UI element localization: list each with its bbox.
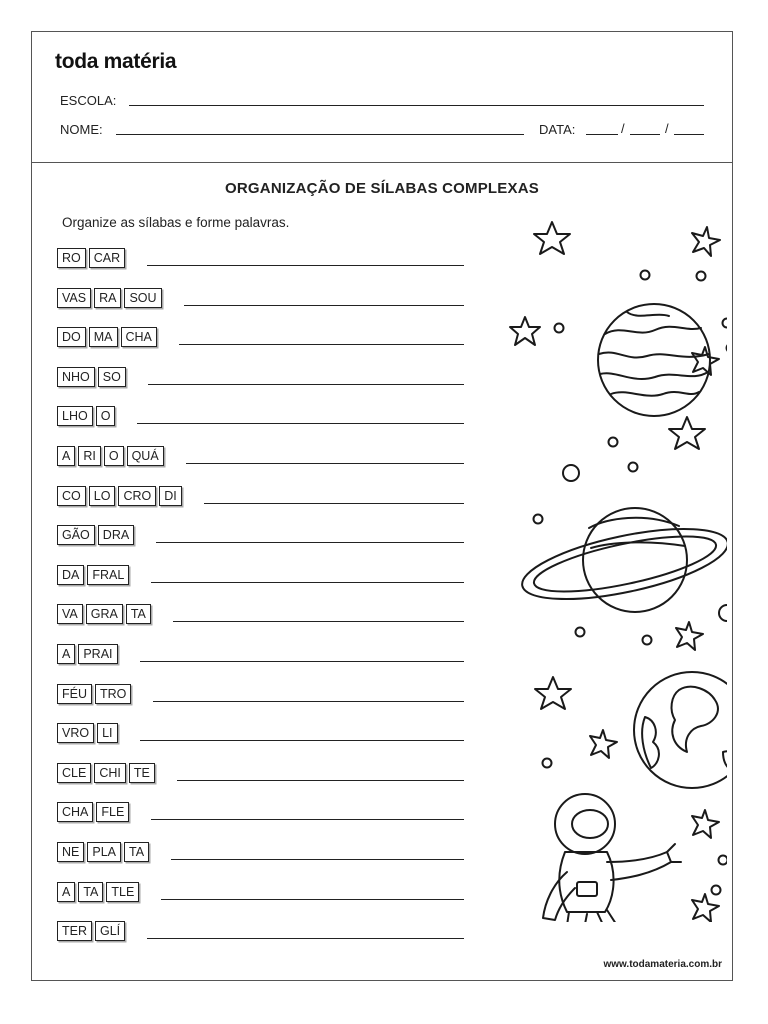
syllable-group [57,882,139,902]
syllable-tile: VAS [57,288,91,308]
brand-logo: toda matéria [55,50,177,73]
instruction-text: Organize as sílabas e forme palavras. [62,215,290,230]
answer-line[interactable] [184,305,464,306]
answer-line[interactable] [204,503,464,504]
exercise-row [57,288,162,308]
syllable-tile: A [57,644,75,664]
exercise-row [57,604,151,624]
answer-line[interactable] [153,701,464,702]
exercise-row [57,367,126,387]
syllable-tile: SO [98,367,126,387]
answer-line[interactable] [156,542,464,543]
syllable-tile: TER [57,921,92,941]
syllable-tile: LHO [57,406,93,426]
exercise-row [57,842,149,862]
syllable-group [57,763,155,783]
date-label: DATA: [539,122,576,137]
syllable-tile: TA [78,882,103,902]
school-label: ESCOLA: [60,93,117,108]
exercise-row [57,248,125,268]
syllable-tile: RA [94,288,121,308]
syllable-tile: TA [124,842,149,862]
website-footer: www.todamateria.com.br [603,959,722,970]
answer-line[interactable] [151,582,464,583]
exercise-row [57,723,118,743]
syllable-tile: LI [97,723,117,743]
syllable-tile: DO [57,327,86,347]
syllable-tile: RO [57,248,86,268]
answer-line[interactable] [151,819,464,820]
exercise-row [57,644,118,664]
header-section [32,32,732,163]
date-separator: / [621,121,625,136]
syllable-tile: CRO [118,486,156,506]
syllable-group [57,486,182,506]
exercise-row [57,802,129,822]
syllable-tile: CO [57,486,86,506]
syllable-tile: NHO [57,367,95,387]
star-icon [692,810,719,838]
exercise-row [57,525,134,545]
syllable-tile: DA [57,565,84,585]
answer-line[interactable] [186,463,464,464]
syllable-tile: CLE [57,763,91,783]
syllable-group [57,842,149,862]
syllable-group [57,723,118,743]
syllable-group [57,921,125,941]
syllable-group [57,327,157,347]
syllable-group [57,446,164,466]
syllable-tile: O [104,446,124,466]
name-field[interactable] [116,134,524,135]
syllable-tile: LO [89,486,116,506]
answer-line[interactable] [171,859,464,860]
syllable-tile: RI [78,446,101,466]
exercise-row [57,921,125,941]
syllable-group [57,565,129,585]
syllable-tile: TRO [95,684,131,704]
answer-line[interactable] [148,384,464,385]
worksheet-page [31,31,733,981]
syllable-tile: TLE [106,882,139,902]
exercise-row [57,406,115,426]
syllable-group [57,802,129,822]
syllable-tile: SOU [124,288,161,308]
star-icon [692,894,719,922]
star-icon [534,222,570,254]
syllable-tile: CHI [94,763,126,783]
exercise-row [57,763,155,783]
exercise-row [57,684,131,704]
answer-line[interactable] [179,344,464,345]
syllable-tile: A [57,446,75,466]
syllable-tile: CAR [89,248,125,268]
astronaut-icon [543,794,681,922]
syllable-group [57,288,162,308]
syllable-tile: PLA [87,842,121,862]
syllable-tile: O [96,406,116,426]
planet-icon [598,304,710,416]
answer-line[interactable] [173,621,464,622]
exercise-row [57,446,164,466]
exercise-row [57,327,157,347]
exercise-row [57,486,182,506]
syllable-tile: CHA [121,327,157,347]
exercise-row [57,882,139,902]
star-icon [590,730,617,758]
syllable-tile: A [57,882,75,902]
syllable-tile: FÉU [57,684,92,704]
worksheet-title: ORGANIZAÇÃO DE SÍLABAS COMPLEXAS [225,180,539,197]
earth-icon [634,672,727,788]
answer-line[interactable] [140,740,464,741]
star-icon [692,227,720,256]
syllable-group [57,525,134,545]
answer-line[interactable] [147,938,464,939]
exercise-row [57,565,129,585]
answer-line[interactable] [140,661,464,662]
syllable-tile: DI [159,486,182,506]
answer-line[interactable] [147,265,464,266]
star-icon [510,317,540,345]
syllable-tile: NE [57,842,84,862]
school-field[interactable] [129,105,704,106]
syllable-tile: MA [89,327,118,347]
syllable-tile: TA [126,604,151,624]
name-label: NOME: [60,122,103,137]
syllable-tile: DRA [98,525,134,545]
answer-line[interactable] [177,780,464,781]
syllable-tile: GLÍ [95,921,125,941]
syllable-tile: VA [57,604,83,624]
syllable-group [57,604,151,624]
star-icon [692,347,719,375]
syllable-tile: CHA [57,802,93,822]
date-day-field[interactable] [586,134,618,135]
syllable-tile: TE [129,763,155,783]
syllable-tile: QUÁ [127,446,164,466]
syllable-tile: FLE [96,802,129,822]
syllable-group [57,367,126,387]
star-icon [676,622,703,650]
syllable-tile: PRAI [78,644,117,664]
star-icon [669,417,705,449]
syllable-tile: FRAL [87,565,129,585]
syllable-group [57,644,118,664]
syllable-tile: GÃO [57,525,95,545]
syllable-group [57,248,125,268]
star-icon [535,677,571,709]
date-month-field[interactable] [630,134,660,135]
answer-line[interactable] [161,899,464,900]
space-illustration [487,212,727,922]
saturn-icon [516,508,727,613]
syllable-group [57,406,115,426]
syllable-group [57,684,131,704]
date-year-field[interactable] [674,134,704,135]
syllable-tile: VRO [57,723,94,743]
syllable-tile: GRA [86,604,123,624]
answer-line[interactable] [137,423,464,424]
date-separator: / [665,121,669,136]
